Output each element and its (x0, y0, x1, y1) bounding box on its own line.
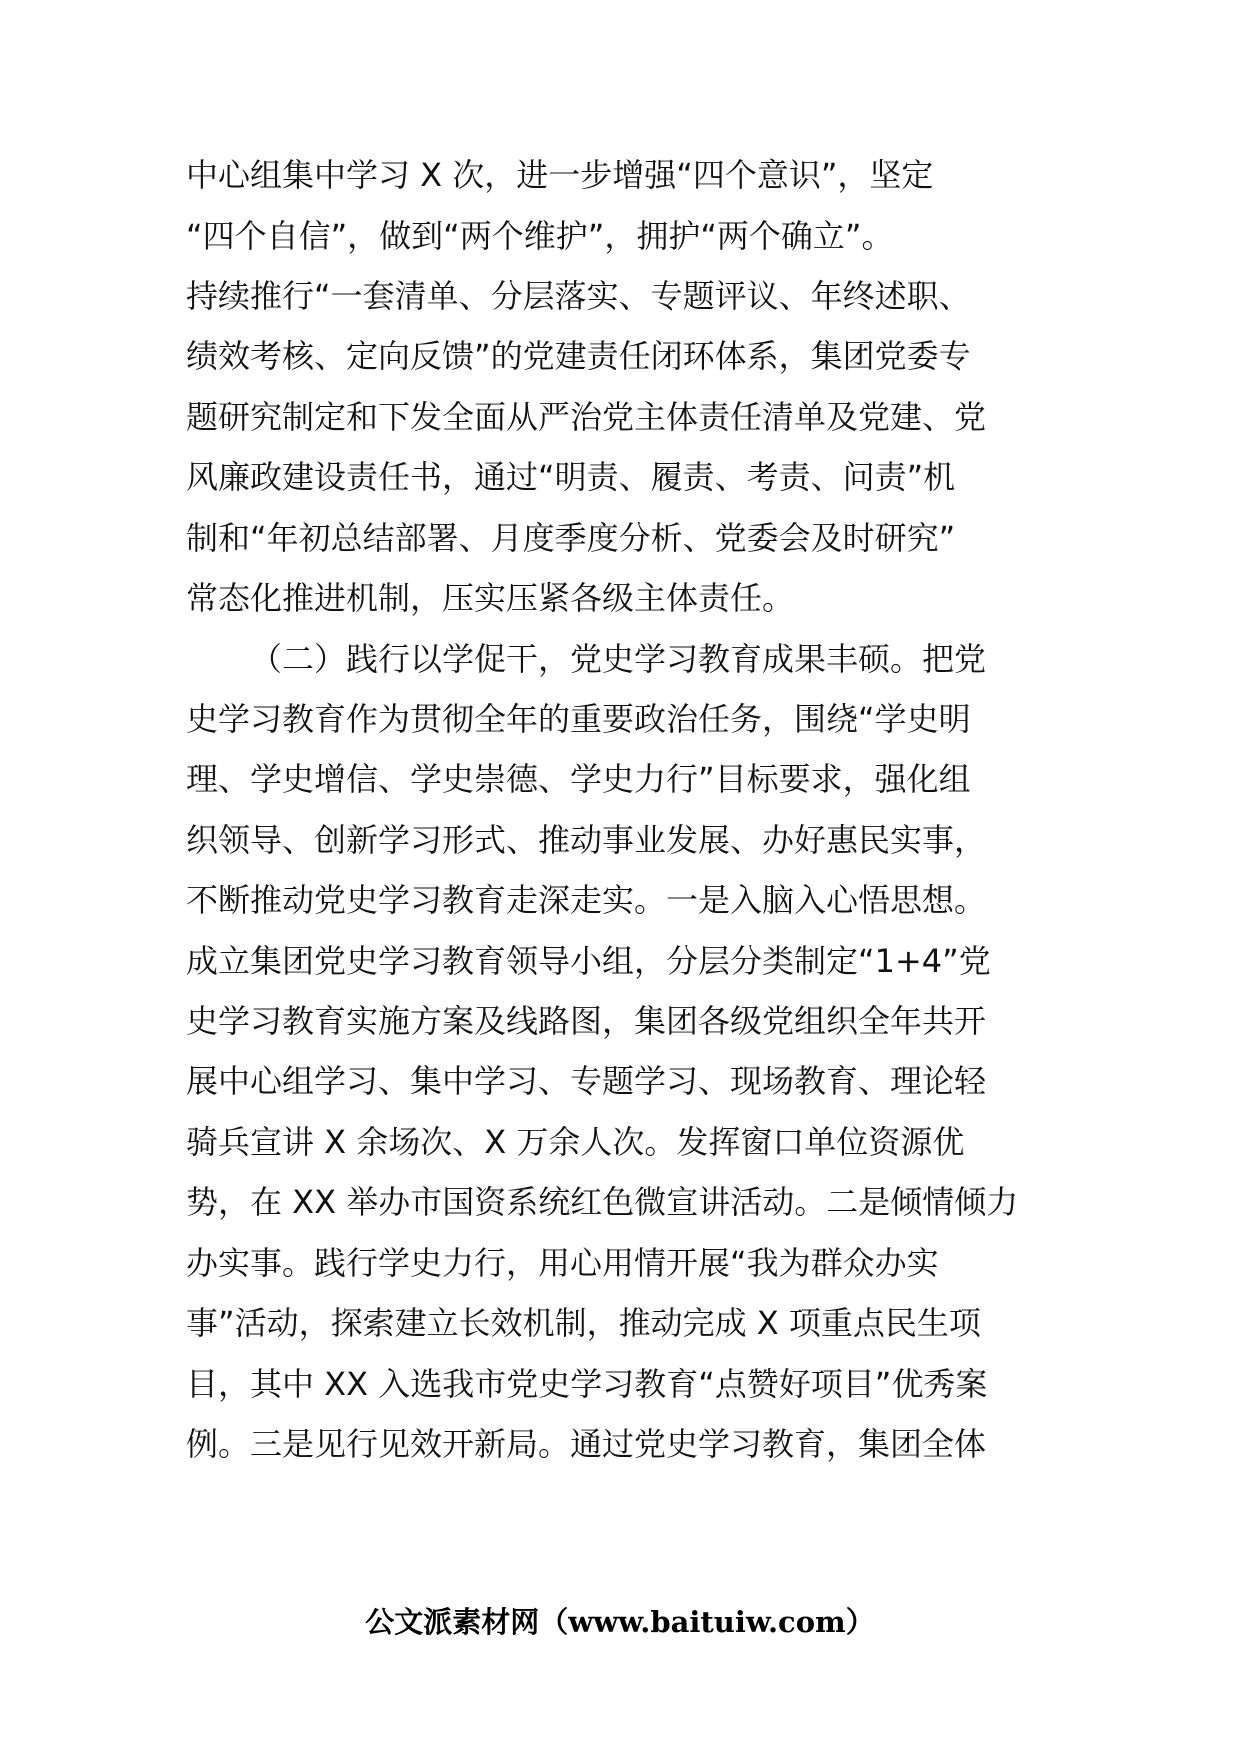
footer-watermark: 公文派素材网（www.baituiw.com） (365, 1605, 875, 1639)
body-line: 目，其中 XX 入选我市党史学习教育“点赞好项目”优秀案 (186, 1365, 988, 1403)
body-line: 骑兵宣讲 X 余场次、X 万余人次。发挥窗口单位资源优 (186, 1123, 965, 1161)
body-line: 风廉政建设责任书，通过“明责、履责、考责、问责”机 (186, 458, 956, 496)
body-line: 势，在 XX 举办市国资系统红色微宣讲活动。二是倾情倾力 (186, 1183, 1019, 1221)
body-line: 办实事。践行学史力行，用心用情开展“我为群众办实 (186, 1244, 939, 1282)
body-line: “四个自信”，做到“两个维护”，拥护“两个确立”。 (186, 217, 894, 255)
body-line: 题研究制定和下发全面从严治党主体责任清单及党建、党 (186, 398, 987, 436)
section-heading-line: （二）践行以学促干，党史学习教育成果丰硕。把党 (250, 640, 987, 678)
body-line: 展中心组学习、集中学习、专题学习、现场教育、理论轻 (186, 1062, 987, 1100)
body-line: 持续推行“一套清单、分层落实、专题评议、年终述职、 (186, 277, 971, 315)
body-line: 理、学史增信、学史崇德、学史力行”目标要求，强化组 (186, 760, 971, 798)
body-line: 史学习教育作为贯彻全年的重要政治任务，围绕“学史明 (186, 700, 971, 738)
body-line: 绩效考核、定向反馈”的党建责任闭环体系，集团党委专 (186, 337, 971, 375)
body-line: 成立集团党史学习教育领导小组，分层分类制定“1+4”党 (186, 942, 991, 980)
body-line: 史学习教育实施方案及线路图，集团各级党组织全年共开 (186, 1002, 987, 1040)
body-line: 织领导、创新学习形式、推动事业发展、办好惠民实事， (186, 821, 987, 859)
body-line: 不断推动党史学习教育走深走实。一是入脑入心悟思想。 (186, 881, 987, 919)
body-line: 中心组集中学习 X 次，进一步增强“四个意识”，坚定 (186, 156, 934, 194)
body-line: 例。三是见行见效开新局。通过党史学习教育，集团全体 (186, 1425, 987, 1463)
body-line: 制和“年初总结部署、月度季度分析、党委会及时研究” (186, 519, 956, 557)
body-line: 常态化推进机制，压实压紧各级主体责任。 (186, 579, 795, 617)
body-line: 事”活动，探索建立长效机制，推动完成 X 项重点民生项 (186, 1304, 981, 1342)
